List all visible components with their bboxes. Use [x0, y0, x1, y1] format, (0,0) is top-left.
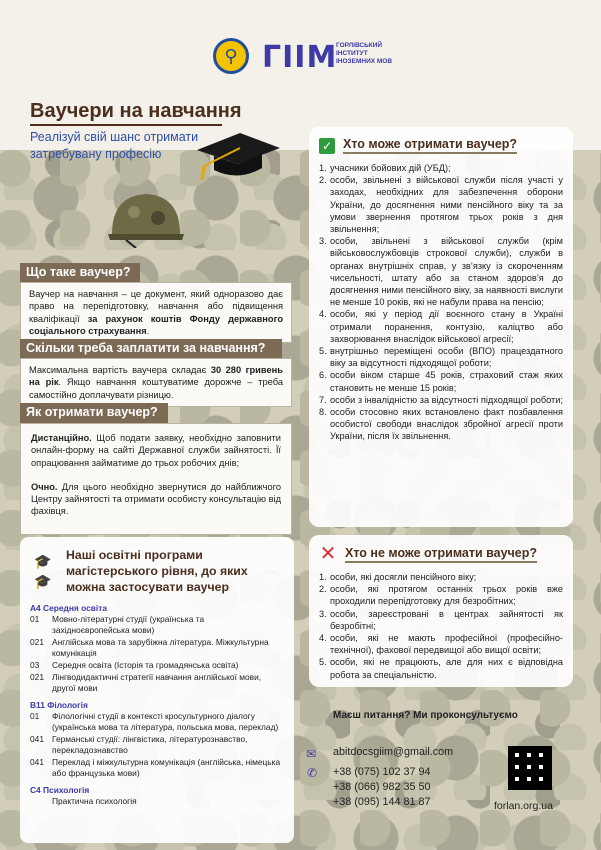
- program-category: А4 Середня освіта: [30, 603, 107, 613]
- what-voucher-text: Ваучер на навчання – це документ, який одноразово дає право на перепідготовку, навчання або підвищення кваліфікації за рахунок коштів Фонду державного соціального страхування.: [20, 282, 292, 343]
- page-title: Ваучери на навчання: [30, 100, 242, 122]
- program-category: В11 Філологія: [30, 700, 88, 710]
- military-helmet-icon: [106, 188, 186, 248]
- title-underline: [30, 124, 222, 126]
- program-row: 03 Середня освіта (Історія та громадянська освіта): [30, 660, 239, 670]
- what-voucher-heading: Що таке ваучер?: [20, 263, 140, 283]
- who-cannot-item: 5. особи, які не працюють, але для них є відповідна робота за спеціальністю.: [319, 657, 563, 680]
- who-cannot-item: 3. особи, зареєстровані в центрах зайнятості як безробітні;: [319, 608, 563, 631]
- who-can-item: 1. учасники бойових дій (УБД);: [319, 163, 451, 173]
- email-icon: ✉: [306, 747, 317, 761]
- how-text: Дистанційно. Щоб подати заявку, необхідно заповнити онлайн-форму на сайті Державної служби зайнятості. Її опрацювання займатиме до трьох робочих днів; Очно. Для цього необхідно звернутися до найближчого Центру зайнятості та отримати особисту консультацію від фахівця.: [20, 423, 292, 535]
- phone-icon: ✆: [307, 766, 318, 780]
- program-row: 021 Лінгводидактичні стратегії навчання англійської мови, другої мови: [30, 672, 262, 693]
- institute-logo-subtitle: ГОРЛІВСЬКИЙ ІНСТИТУТ ІНОЗЕМНИХ МОВ: [336, 42, 393, 65]
- programs-heading: Наші освітні програми магістерського рівня, до яких можна застосувати ваучер: [66, 548, 248, 594]
- phone-1[interactable]: +38 (075) 102 37 94: [333, 766, 431, 778]
- phone-3[interactable]: +38 (095) 144 81 87: [333, 796, 431, 808]
- website-link[interactable]: forlan.org.ua: [494, 800, 553, 812]
- who-can-item: 7. особи з інвалідністю за відсутності підходящої роботи;: [319, 394, 563, 405]
- cross-icon: ✕: [319, 543, 337, 565]
- page-subtitle: Реалізуй свій шанс отримати затребувану професію: [30, 130, 199, 161]
- program-row: 01 Філологічні студії в контексті кросультурного діалогу (українська мова та література, польська мова, переклад): [30, 711, 279, 732]
- program-row: 041 Германські студії: лінгвістика, літературознавство, перекладознавство: [30, 734, 248, 755]
- contacts-question: Маєш питання? Ми проконсультуємо: [333, 710, 518, 721]
- who-can-item: 3. особи, звільнені з військової служби (крім військовослужбовців строкової служби), служби в органах внутрішніх справ, у зв’язку із скороченням чисельності, штату або за станом здоров’я до досягнення ними пенсійного віку, за наявності вислуги не менше 10 років, які не набули права на пенсію;: [319, 236, 563, 308]
- institute-logo: ГІІМ: [262, 40, 338, 75]
- qr-code[interactable]: [508, 746, 552, 790]
- how-heading: Як отримати ваучер?: [20, 403, 168, 423]
- who-cannot-item: 4. особи, які не мають професійної (професійно-технічної), фахової передвищої або вищої освіти;: [319, 633, 563, 656]
- program-category: С4 Психологія: [30, 785, 90, 795]
- program-row: 021 Англійська мова та зарубіжна література. Міжкультурна комунікація: [30, 637, 269, 658]
- cost-heading: Скільки треба заплатити за навчання?: [20, 339, 282, 359]
- who-cannot-item: 2. особи, які протягом останніх трьох років вже проходили перепідготовку для безробітних;: [319, 584, 563, 607]
- checkmark-icon: ✓: [319, 138, 335, 154]
- who-can-item: 6. особи віком старше 45 років, страховий стаж яких становить не менше 15 років;: [319, 370, 563, 393]
- who-cannot-item: 1. особи, які досягли пенсійного віку;: [319, 572, 477, 582]
- header: [0, 0, 601, 90]
- cost-text: Максимальна вартість ваучера складає 30 280 гривень на рік. Якщо навчання коштуватиме дорожче – треба самостійно доплачувати різницю.: [20, 358, 292, 407]
- who-cannot-list: [319, 571, 563, 681]
- graduation-cap-icon: [192, 128, 282, 188]
- who-can-item: 5. внутрішньо переміщені особи (ВПО) працездатного віку за відсутності підходящої роботи;: [319, 346, 563, 369]
- who-can-item: 2. особи, звільнені з військової служби після участі у заходах, необхідних для забезпечення оборони України, до досягнення ними пенсійного віку та за умови звернення протягом трьох років з дня звільнення;: [319, 175, 563, 235]
- who-can-item: 8. особи стосовно яких встановлено факт позбавлення особистої свободи внаслідок збройної агресії проти України, після їх звільнення.: [319, 407, 563, 442]
- who-can-list: [319, 162, 563, 443]
- program-row: 01 Мовно-літературні студії (українська та західноєвропейська мови): [30, 614, 205, 635]
- graduation-cap-icon: 🎓: [34, 573, 52, 589]
- who-cannot-card: [309, 535, 573, 687]
- graduation-cap-icon: 🎓: [34, 553, 52, 569]
- employment-service-seal-icon: ⚲: [213, 38, 249, 74]
- who-can-card: [309, 127, 573, 527]
- program-row: Практична психологія: [52, 796, 137, 806]
- email-address[interactable]: abitdocsgiim@gmail.com: [333, 746, 454, 758]
- who-cannot-heading: Хто не може отримати ваучер?: [345, 546, 537, 563]
- programs-list: [30, 603, 284, 807]
- phone-2[interactable]: +38 (066) 982 35 50: [333, 781, 431, 793]
- program-row: 041 Переклад і міжкультурна комунікація (англійська, німецька або французька мови): [30, 757, 281, 778]
- who-can-heading: Хто може отримати ваучер?: [343, 137, 517, 154]
- programs-panel: [20, 537, 294, 843]
- who-can-item: 4. особи, які у період дії воєнного стану в Україні отримали поранення, контузію, каліцтво або захворювання внаслідок військової агресії;: [319, 309, 563, 344]
